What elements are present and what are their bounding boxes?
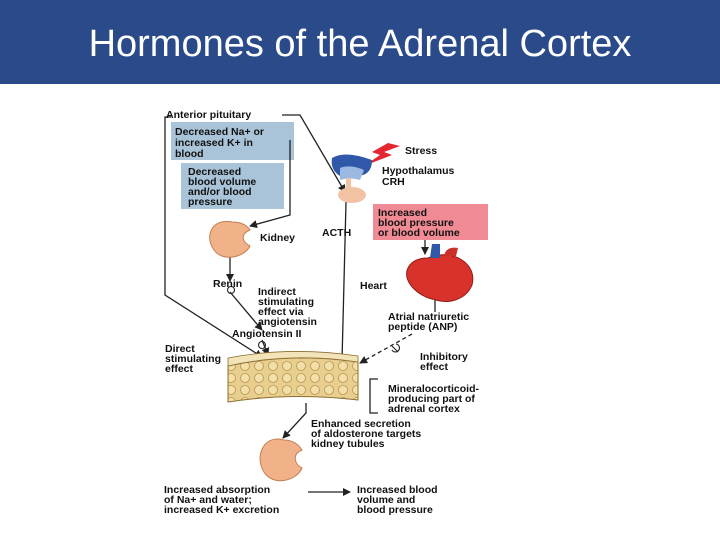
absorption-line-2: of Na+ and water; bbox=[164, 494, 252, 506]
mineralocorticoid-line-1: Mineralocorticoid- bbox=[388, 383, 480, 395]
stress-label: Stress bbox=[405, 145, 438, 157]
absorption-line-3: increased K+ excretion bbox=[164, 504, 280, 516]
increased-bp-line-2: blood pressure bbox=[378, 217, 454, 229]
hypothalamus-label: Hypothalamus bbox=[382, 165, 455, 177]
enhanced-line-1: Enhanced secretion bbox=[311, 418, 411, 430]
increased-bp-line-3: or blood volume bbox=[378, 227, 460, 239]
inhibitory-line-1: Inhibitory bbox=[420, 351, 468, 363]
cortex-bracket bbox=[370, 379, 378, 413]
lower-kidney-icon bbox=[260, 439, 302, 481]
low-bv-line-3: and/or blood bbox=[188, 186, 252, 198]
slide-title: Hormones of the Adrenal Cortex bbox=[88, 23, 632, 65]
adrenal-cortex-icon bbox=[228, 351, 358, 402]
anp-inhibitory-arrow bbox=[360, 334, 412, 363]
acth-arrow bbox=[342, 202, 346, 361]
low-na-line-2: increased K+ in bbox=[175, 137, 253, 149]
indirect-line-2: stimulating bbox=[258, 296, 315, 308]
diagram-labels bbox=[164, 109, 480, 516]
angiotensin-label: Angiotensin II bbox=[232, 328, 302, 340]
increased-bp-line-1: Increased bbox=[378, 207, 428, 219]
increased-bv-line-3: blood pressure bbox=[357, 504, 433, 516]
renin-label: Renin bbox=[213, 278, 243, 290]
heart-icon bbox=[407, 244, 473, 301]
anterior-pituitary-label: Anterior pituitary bbox=[166, 109, 252, 121]
mineralocorticoid-line-2: producing part of bbox=[388, 393, 475, 405]
anp-line-2: peptide (ANP) bbox=[388, 321, 458, 333]
kidney-icon bbox=[210, 221, 250, 257]
crh-label: CRH bbox=[382, 176, 405, 188]
low-na-line-3: blood bbox=[175, 148, 204, 160]
acth-label: ACTH bbox=[322, 227, 352, 239]
enhanced-line-2: of aldosterone targets bbox=[311, 428, 422, 440]
indirect-line-1: Indirect bbox=[258, 286, 296, 298]
low-bv-line-1: Decreased bbox=[188, 166, 242, 178]
mineralocorticoid-line-3: adrenal cortex bbox=[388, 403, 460, 415]
absorption-line-1: Increased absorption bbox=[164, 484, 271, 496]
anp-line-1: Atrial natriuretic bbox=[388, 311, 470, 323]
indirect-line-4: angiotensin bbox=[258, 316, 317, 328]
enhanced-line-3: kidney tubules bbox=[311, 438, 385, 450]
direct-line-2: stimulating bbox=[165, 353, 222, 365]
heart-label: Heart bbox=[360, 280, 387, 292]
low-bv-line-2: blood volume bbox=[188, 176, 257, 188]
increased-bv-line-2: volume and bbox=[357, 494, 416, 506]
indirect-line-3: effect via bbox=[258, 306, 304, 318]
inhibitory-line-2: effect bbox=[420, 361, 449, 373]
kidney-label: Kidney bbox=[260, 232, 296, 244]
low-na-line-1: Decreased Na+ or bbox=[175, 126, 265, 138]
cortex-to-kidney-arrow bbox=[283, 403, 306, 438]
direct-line-1: Direct bbox=[165, 343, 195, 355]
low-bv-line-4: pressure bbox=[188, 196, 233, 208]
increased-bv-line-1: Increased blood bbox=[357, 484, 438, 496]
direct-line-3: effect bbox=[165, 363, 194, 375]
